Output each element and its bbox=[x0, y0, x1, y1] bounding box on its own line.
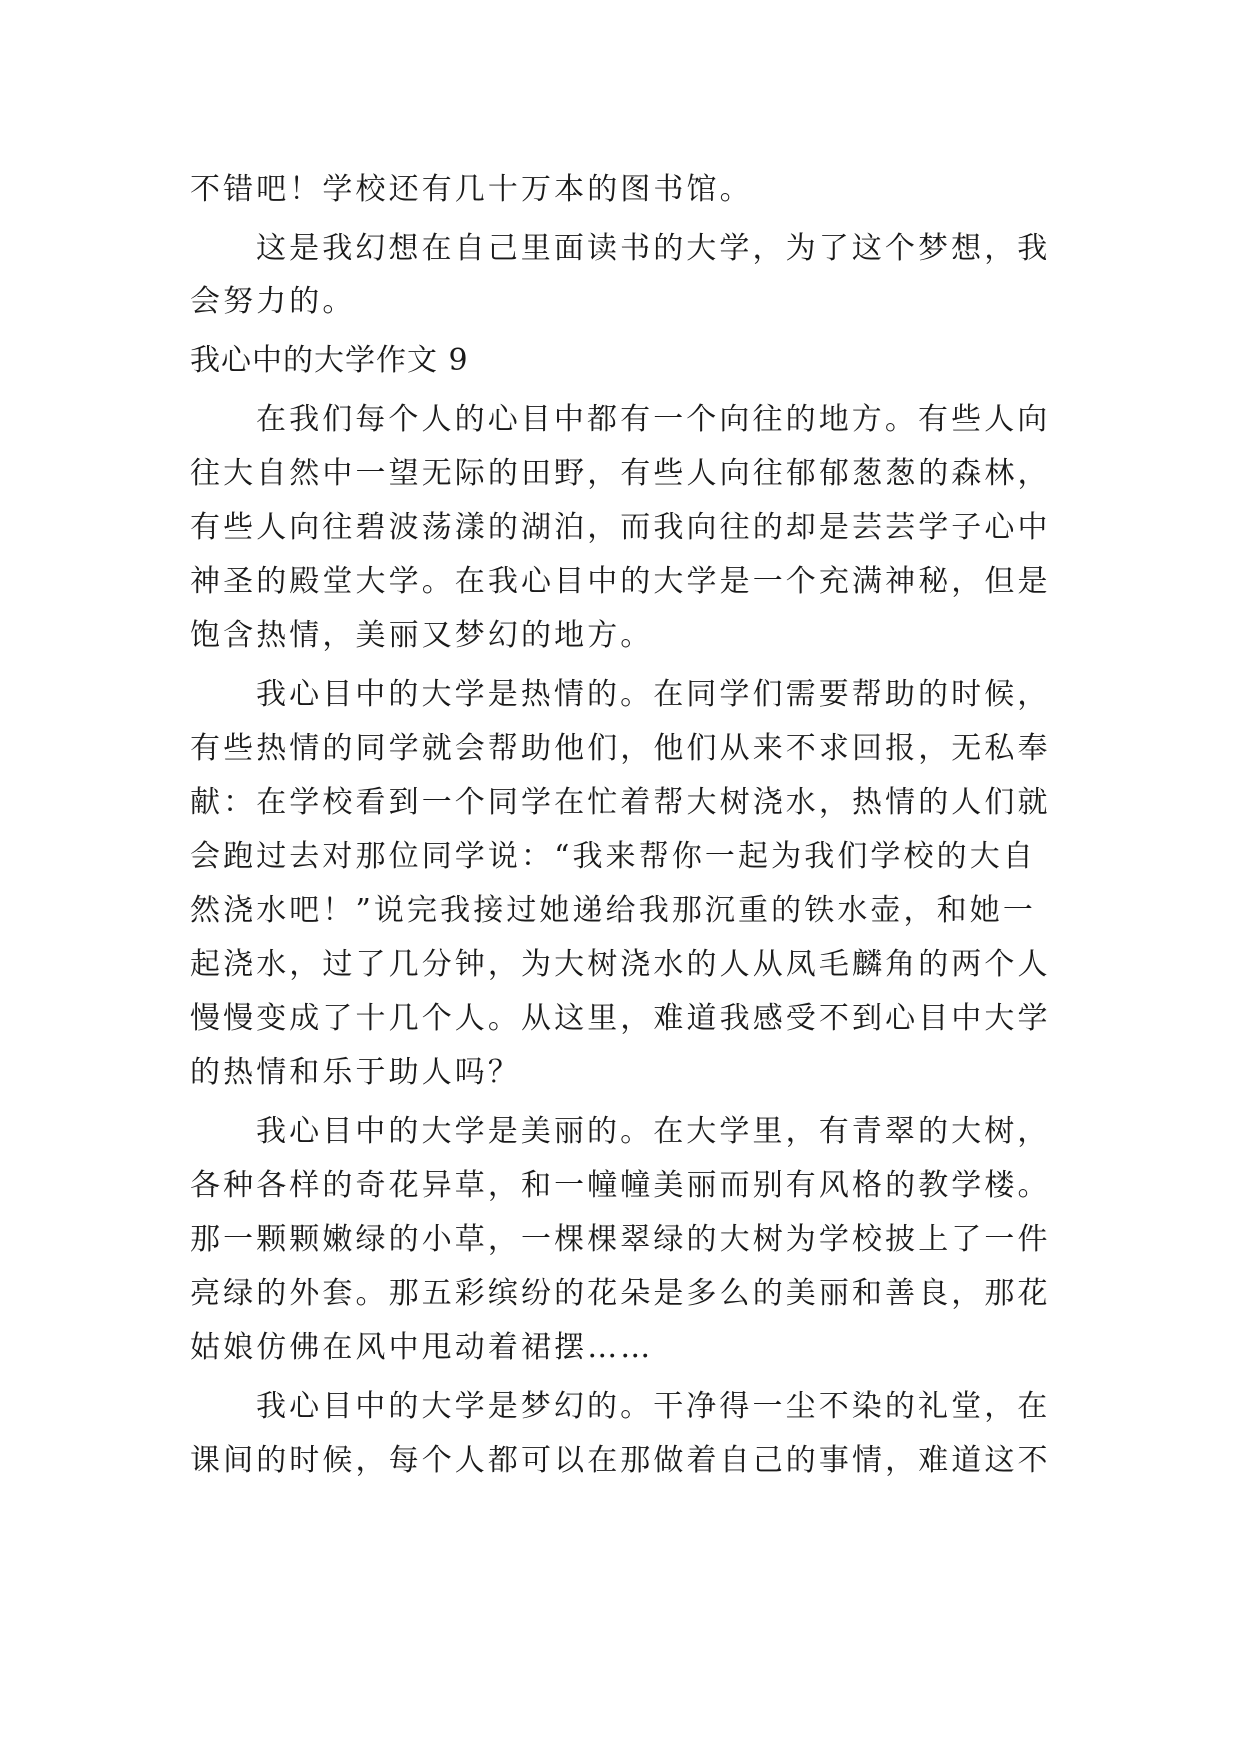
text-line: 往大自然中一望无际的田野，有些人向往郁郁葱葱的森林， bbox=[190, 456, 1051, 491]
text-line: 起浇水，过了几分钟，为大树浇水的人从凤毛麟角的两个人 bbox=[190, 947, 1051, 982]
text-line: 慢慢变成了十几个人。从这里，难道我感受不到心目中大学 bbox=[190, 1001, 1051, 1036]
text-line: 神圣的殿堂大学。在我心目中的大学是一个充满神秘，但是 bbox=[190, 564, 1051, 599]
text-line: 献：在学校看到一个同学在忙着帮大树浇水，热情的人们就 bbox=[190, 785, 1051, 820]
text-line: 课间的时候，每个人都可以在那做着自己的事情，难道这不 bbox=[190, 1443, 1051, 1478]
text-line: 不错吧！学校还有几十万本的图书馆。 bbox=[190, 172, 753, 207]
text-line: 会努力的。 bbox=[190, 284, 356, 319]
paragraph-first-line: 我心目中的大学是梦幻的。干净得一尘不染的礼堂，在 bbox=[256, 1389, 1051, 1424]
text-line: 有些热情的同学就会帮助他们，他们从来不求回报，无私奉 bbox=[190, 731, 1051, 766]
section-heading: 我心中的大学作文 9 bbox=[190, 343, 469, 378]
text-line: 然浇水吧！”说完我接过她递给我那沉重的铁水壶，和她一 bbox=[190, 893, 1036, 928]
paragraph-first-line: 我心目中的大学是美丽的。在大学里，有青翠的大树， bbox=[256, 1114, 1051, 1149]
text-line: 的热情和乐于助人吗？ bbox=[190, 1055, 521, 1090]
text-line: 各种各样的奇花异草，和一幢幢美丽而别有风格的教学楼。 bbox=[190, 1168, 1051, 1203]
text-line: 有些人向往碧波荡漾的湖泊，而我向往的却是芸芸学子心中 bbox=[190, 510, 1051, 545]
paragraph-first-line: 在我们每个人的心目中都有一个向往的地方。有些人向 bbox=[256, 402, 1051, 437]
text-line: 亮绿的外套。那五彩缤纷的花朵是多么的美丽和善良，那花 bbox=[190, 1276, 1051, 1311]
text-line: 姑娘仿佛在风中甩动着裙摆…… bbox=[190, 1330, 654, 1365]
paragraph-first-line: 我心目中的大学是热情的。在同学们需要帮助的时候， bbox=[256, 677, 1051, 712]
text-line: 那一颗颗嫩绿的小草，一棵棵翠绿的大树为学校披上了一件 bbox=[190, 1222, 1051, 1257]
text-line: 会跑过去对那位同学说：“我来帮你一起为我们学校的大自 bbox=[190, 839, 1036, 874]
text-line: 饱含热情，美丽又梦幻的地方。 bbox=[190, 618, 654, 653]
paragraph-first-line: 这是我幻想在自己里面读书的大学，为了这个梦想，我 bbox=[256, 231, 1051, 266]
